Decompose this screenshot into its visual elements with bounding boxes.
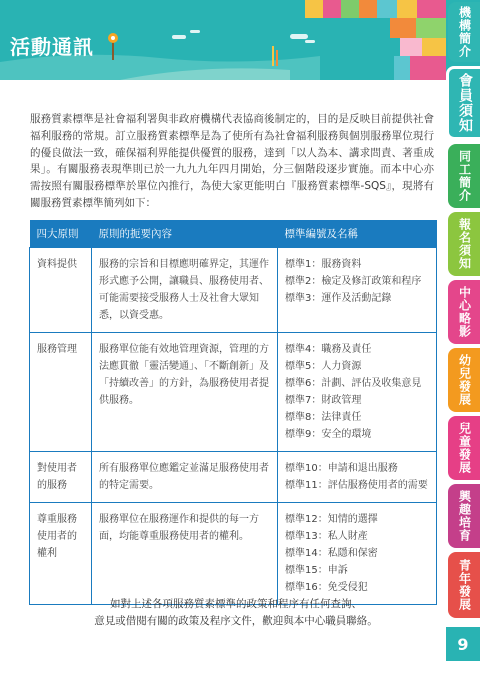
standard-item: 標準11：評估服務使用者的需要 — [285, 480, 428, 491]
table-row — [30, 452, 437, 503]
sqs-table — [29, 220, 437, 605]
tab-centre-snapshots[interactable]: 中心略影 — [448, 280, 480, 344]
principle-cell: 對使用者的服務 — [30, 452, 92, 503]
standard-item: 標準8：法律責任 — [285, 412, 362, 423]
tab-early-childhood[interactable]: 幼兒發展 — [448, 348, 480, 412]
page-number: 9 — [446, 627, 480, 661]
summary-cell: 服務單位在服務運作和提供的每一方面，均能尊重服務使用者的權利。 — [92, 503, 278, 605]
table-row — [30, 248, 437, 333]
standard-item: 標準7：財政管理 — [285, 395, 362, 406]
standards-cell — [278, 333, 437, 452]
tab-staff-intro[interactable]: 同工簡介 — [448, 144, 480, 208]
contact-note — [36, 596, 436, 630]
standard-item: 標準9：安全的環境 — [285, 429, 372, 440]
standard-item: 標準13：私人財產 — [285, 531, 368, 542]
standard-item: 標準10：申請和退出服務 — [285, 463, 398, 474]
tab-enrollment-notes[interactable]: 報名須知 — [448, 212, 480, 276]
contact-note-line: 意見或借閱有關的政策及程序文件，歡迎與本中心職員聯絡。 — [94, 615, 378, 627]
principle-cell: 資料提供 — [30, 248, 92, 333]
summary-cell: 服務單位能有效地管理資源，管理的方法應貫徹「靈活變通」、「不斷創新」及「持續改善」的方針，為服務使用者提供服務。 — [92, 333, 278, 452]
standard-item: 標準5：人力資源 — [285, 361, 362, 372]
standards-cell — [278, 248, 437, 333]
tab-member-notes[interactable]: 會員須知 — [446, 66, 480, 140]
standard-item: 標準4：職務及責任 — [285, 344, 372, 355]
tab-youth-development[interactable]: 青年發展 — [448, 552, 480, 618]
tab-child-development[interactable]: 兒童發展 — [448, 416, 480, 480]
section-title: 活動通訊 — [10, 35, 94, 59]
standard-item: 標準14：私隱和保密 — [285, 548, 378, 559]
standard-item: 標準6：計劃、評估及收集意見 — [285, 378, 422, 389]
principle-cell: 服務管理 — [30, 333, 92, 452]
table-row — [30, 333, 437, 452]
header-banner — [0, 0, 480, 80]
standards-cell — [278, 503, 437, 605]
tab-organization-intro[interactable]: 機構簡介 — [448, 2, 480, 62]
section-tabs — [446, 0, 480, 681]
standard-item: 標準2：檢定及修訂政策和程序 — [285, 276, 422, 287]
standard-item: 標準12：知情的選擇 — [285, 514, 378, 525]
table-header-row — [30, 220, 437, 248]
principle-cell: 尊重服務使用者的權利 — [30, 503, 92, 605]
standard-item: 標準1：服務資料 — [285, 259, 362, 270]
standards-cell — [278, 452, 437, 503]
contact-note-line: 如對上述各項服務質素標準的政策和程序有任何查詢、 — [110, 598, 362, 610]
column-header-principle: 四大原則 — [30, 220, 92, 248]
summary-cell: 所有服務單位應鑑定並滿足服務使用者的特定需要。 — [92, 452, 278, 503]
intro-paragraph: 服務質素標準是社會福利署與非政府機構代表協商後制定的，目的是反映目前提供社會福利服務的常規。訂立服務質素標準是為了使所有為社會福利服務與個別服務單位現行的優良做法一致，確保福利界能提供優質的服務，達到「以人為本、講求問責、著重成果」。有關服務表現準則已於一九九九年四月開始，分三個階段逐步實施。而本中心亦需按照有關服務標準於單位內推行，為使大家更能明白『服務質素標準-SQS』，現將有關服務質素標準簡列如下： — [30, 113, 434, 209]
table-row — [30, 503, 437, 605]
standard-item: 標準15：申訴 — [285, 565, 348, 576]
summary-cell: 服務的宗旨和目標應明確界定，其運作形式應予公開，讓職員、服務使用者、可能需要接受服務人士及社會大眾知悉，以資受惠。 — [92, 248, 278, 333]
standard-item: 標準16：免受侵犯 — [285, 582, 368, 593]
column-header-summary: 原則的扼要內容 — [92, 220, 278, 248]
tab-interest-development[interactable]: 興趣培育 — [448, 484, 480, 548]
column-header-standards: 標準編號及名稱 — [278, 220, 437, 248]
standard-item: 標準3：運作及活動記錄 — [285, 293, 392, 304]
